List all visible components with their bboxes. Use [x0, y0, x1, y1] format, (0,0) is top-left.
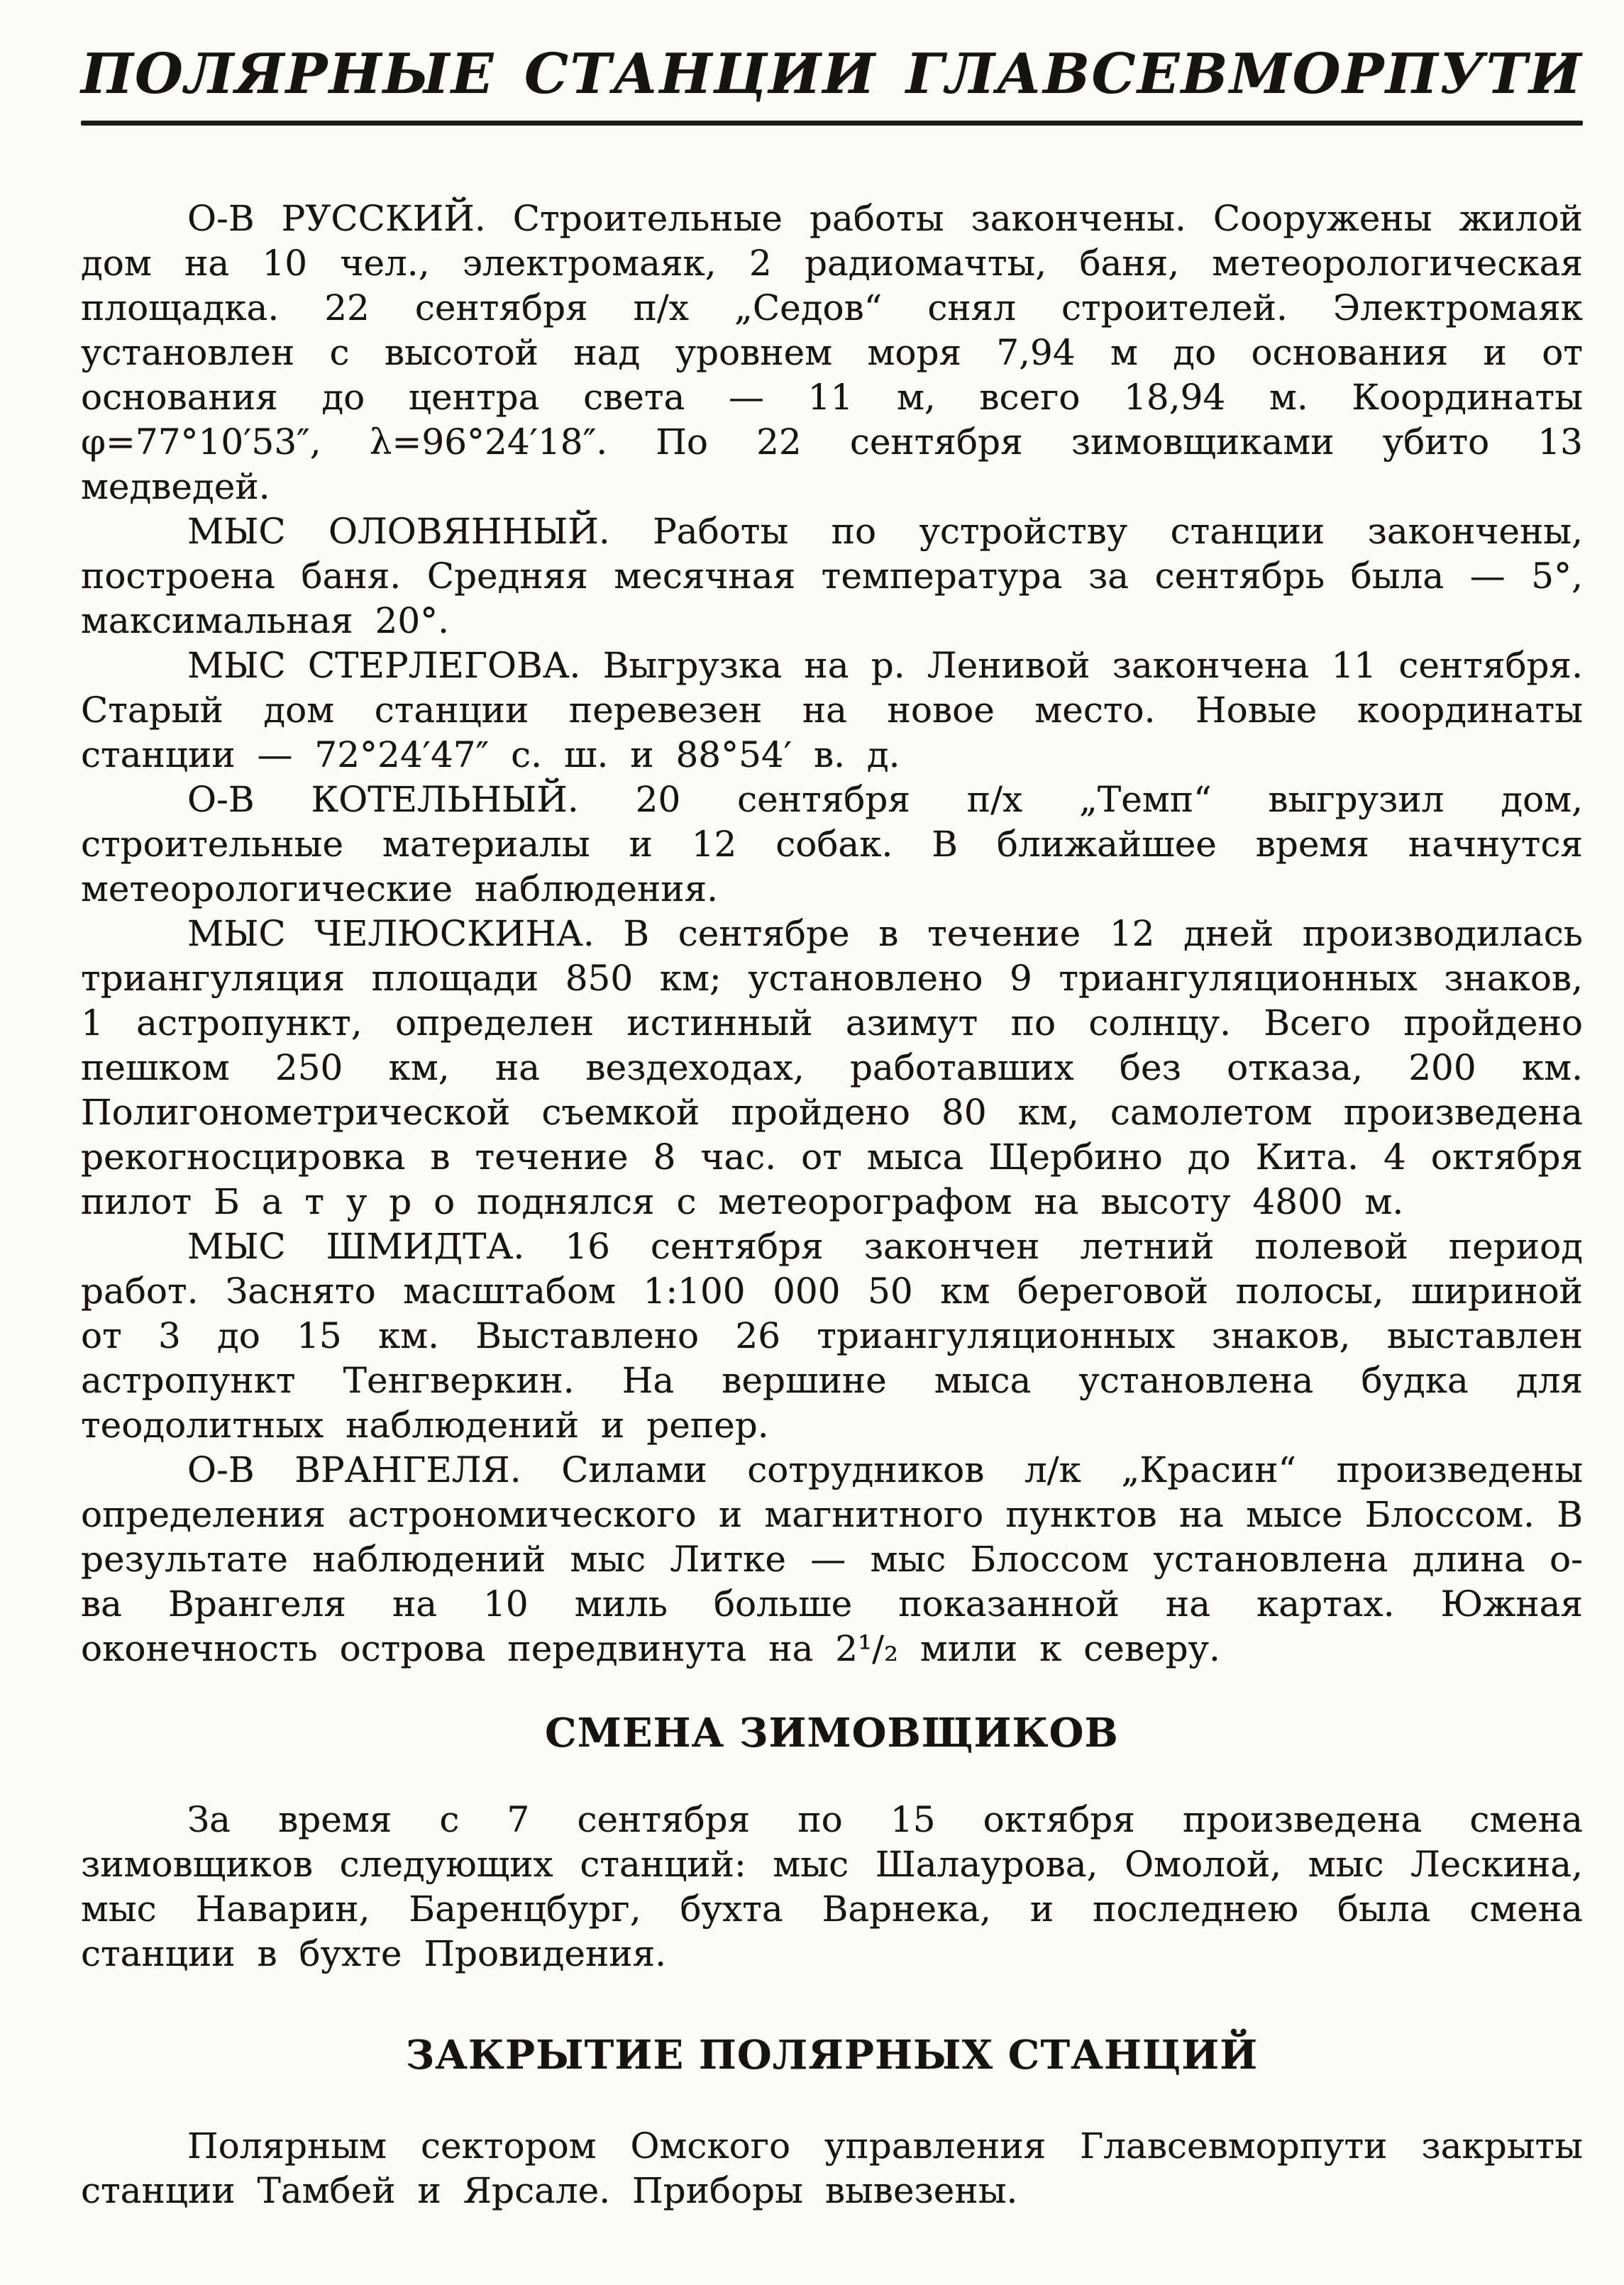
- paragraph-ov-russky: О-В РУССКИЙ. Строительные работы закончены. Сооружены жилой дом на 10 чел., электромаяк, 2 радиомачты, баня, метеорологическая площадка. 22 сентября п/х „Седов“ снял строителей. Электромаяк установлен с высотой над уровнем моря 7,94 м до основания и от основания до центра света — 11 м, всего 18,94 м. Координаты φ=77°10′53″, λ=96°24′18″. По 22 сентября зимовщиками убито 13 медведей.: [81, 197, 1583, 507]
- paragraph-smena-zimovshchikov: За время с 7 сентября по 15 октября произведена смена зимовщиков следующих станций: мыс Шалаурова, Омолой, мыс Лескина, мыс Наварин, Баренцбург, бухта Варнека, и последнею была смена станции в бухте Провидения.: [81, 1798, 1583, 1974]
- paragraph-ov-vrangelya: О-В ВРАНГЕЛЯ. Силами сотрудников л/к „Красин“ произведены определения астрономического и магнитного пунктов на мысе Блоссом. В результате наблюдений мыс Литке — мыс Блоссом установлена длина о-ва Врангеля на 10 миль больше показанной на картах. Южная оконечность острова передвинута на 2¹/₂ мили к северу.: [81, 1449, 1583, 1669]
- page-header: [81, 40, 1583, 126]
- page-title: ПОЛЯРНЫЕ СТАНЦИИ ГЛАВСЕВМОРПУТИ: [81, 42, 1583, 106]
- paragraph-ov-kotelny: О-В КОТЕЛЬНЫЙ. 20 сентября п/х „Темп“ выгрузил дом, строительные материалы и 12 собак. В ближайшее время начнутся метеорологические наблюдения.: [81, 778, 1583, 909]
- section-heading-zakrytie-stantsy: ЗАКРЫТИЕ ПОЛЯРНЫХ СТАНЦИЙ: [405, 2031, 1259, 2079]
- paragraph-mys-shmidta: МЫС ШМИДТА. 16 сентября закончен летний полевой период работ. Заснято масштабом 1:100 000 50 км береговой полосы, шириной от 3 до 15 км. Выставлено 26 триангуляционных знаков, выставлен астропункт Тенгверкин. На вершине мыса установлена будка для теодолитных наблюдений и репер.: [81, 1225, 1583, 1446]
- paragraph-mys-olovyanny: МЫС ОЛОВЯННЫЙ. Работы по устройству станции закончены, построена баня. Средняя месячная температура за сентябрь была — 5°, максимальная 20°.: [81, 510, 1583, 641]
- paragraph-mys-sterlegova: МЫС СТЕРЛЕГОВА. Выгрузка на р. Ленивой закончена 11 сентября. Старый дом станции перевезен на новое место. Новые координаты станции — 72°24′47″ с. ш. и 88°54′ в. д.: [81, 644, 1583, 775]
- title-rule: [81, 121, 1583, 126]
- paragraph-mys-chelyuskina: МЫС ЧЕЛЮСКИНА. В сентябре в течение 12 дней производилась триангуляция площади 850 км; установлено 9 триангуляционных знаков, 1 астропункт, определен истинный азимут по солнцу. Всего пройдено пешком 250 км, на вездеходах, работавших без отказа, 200 км. Полигонометрической съемкой пройдено 80 км, самолетом произведена рекогносцировка в течение 8 час. от мыса Щербино до Кита. 4 октября пилот Б а т у р о поднялся с метеорографом на высоту 4800 м.: [81, 912, 1583, 1222]
- section-heading-smena-zimovshchikov: СМЕНА ЗИМОВЩИКОВ: [545, 1709, 1119, 1756]
- article-body: [81, 197, 1583, 2213]
- paragraph-zakrytie-stantsy: Полярным сектором Омского управления Главсевморпути закрыты станции Тамбей и Ярсале. Приборы вывезены.: [81, 2125, 1583, 2211]
